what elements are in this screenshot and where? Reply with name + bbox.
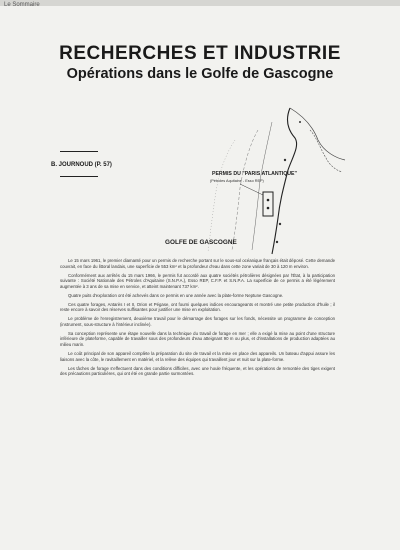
inland-river <box>310 130 342 172</box>
publisher-label: Le Sommaire <box>4 2 40 8</box>
paragraph: Ces quatre forages, Antarès I et II, Orion et Pégase, ont fourni quelques indices encourageants et montré une petite production d'huile ; il reste encore à savoir des réserves suffisantes pour justifier une mise en exploitation. <box>60 301 335 313</box>
author-credit: B. JOURNOUD (P. 57) <box>51 162 112 168</box>
depth-contour <box>252 122 272 250</box>
page-title: RECHERCHES ET INDUSTRIE <box>59 43 341 64</box>
estuary-line <box>290 108 345 160</box>
town-dot <box>279 223 281 225</box>
paragraph: Quatre puits d'exploration ont été achevés dans ce permis en une année avec la plate-forme Neptune Gascogne. <box>68 292 284 298</box>
paragraph: Le problème de l'enregistrement, deuxième travail pour le démarrage des forages sur les fonds, nécessite un programme de conception (instrument, sous-structure à l'intérieur inclinée). <box>60 316 335 327</box>
well-dot <box>267 199 270 202</box>
depth-contour <box>208 140 235 252</box>
map-permit-sublabel: (Pétroles Aquitaine - Esso REP) <box>210 179 264 183</box>
page-subtitle: Opérations dans le Golfe de Gascogne <box>66 66 334 82</box>
town-dot <box>284 159 286 161</box>
map-permit-label: PERMIS DU "PARIS ATLANTIQUE" <box>212 171 297 177</box>
coastline <box>272 108 297 254</box>
gulf-map-figure <box>140 100 350 255</box>
paragraph: Le coût principal de son appareil complète la préparation du site de travail et la mise en place des appareils. Un bateau d'appui assure les liaisons avec la côte, le ravitaillement en matériel, et la relève des équipes qui travaillent jour et nuit sur la plate-forme. <box>60 351 335 362</box>
permit-area <box>263 192 273 216</box>
town-dot <box>276 241 278 243</box>
top-scan-band <box>0 0 400 6</box>
paragraph: Le 15 mars 1961, le premier diamanté pour un permis de recherche portant sur le sous-sol océanique français était déposé. Cette demande couvrait, en face du littoral landais, une superficie de 553 km² et la profondeur d'eau dans cette zone variait de 30 à 120 m environ. <box>60 258 335 269</box>
town-dot <box>299 121 301 123</box>
paragraph: Sa conception représente une étape nouvelle dans la technique du travail de forage en mer ; elle a exigé la mise au point d'une structure inférieure de plateforme, capable de travailler sous des profondeurs d'eau atteignant 90 m ou plus, et d'installations de production adaptées au milieu marin. <box>60 330 335 348</box>
map-gulf-label: GOLFE DE GASCOGNE <box>165 239 237 246</box>
article-body <box>60 258 335 380</box>
author-rule-bottom <box>60 176 98 177</box>
paragraph: Les tâches de forage s'effectuent dans des conditions difficiles, avec une houle fréquente, et les opérations de remontée des tiges exigent des précautions particulières, qui ont été en grande partie surmontées. <box>60 365 335 377</box>
paragraph: Conformément aux arrêtés du 15 mars 1966, le permis fut accordé aux quatre sociétés pétrolières désignées par l'État, à la participation suivante : Société Nationale des Pétroles d'Aquitaine (S.N.P.A.), Esso REP, C.F.P. et S.N.P.A. La superficie de ce permis a été légèrement augmentée à 3 ans de sa mise en service, et atteint maintenant 737 km². <box>60 272 335 289</box>
well-dot <box>267 207 270 210</box>
author-rule-top <box>60 151 98 152</box>
